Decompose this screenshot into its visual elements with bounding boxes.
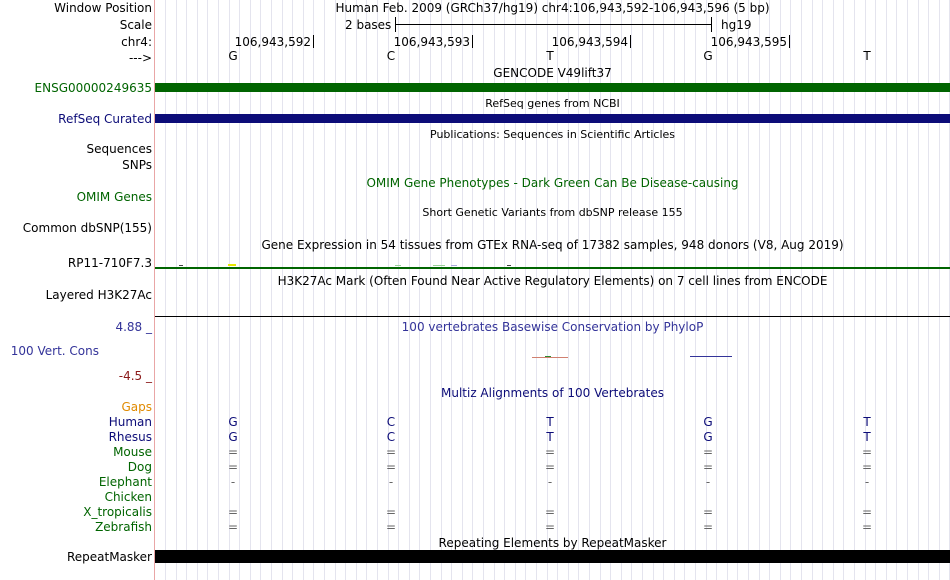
alignment-base: = [227,460,239,474]
refseq-feature-bar[interactable] [155,114,950,123]
track-display[interactable] [155,0,950,580]
alignment-base: T [863,430,871,444]
alignment-base: - [547,475,553,489]
ruler-position-label: 106,943,594 [551,35,628,49]
gtex-bar-mark[interactable] [395,265,401,266]
scale-bar-line [395,24,712,25]
ruler-position-label: 106,943,592 [234,35,311,49]
alignment-base: = [385,505,397,519]
conservation-track-title: 100 vertebrates Basewise Conservation by PhyloP [401,320,704,334]
assembly-label: hg19 [721,18,752,32]
refseq-track-label[interactable]: RefSeq Curated [58,112,152,126]
omim-track-label[interactable]: OMIM Genes [76,190,152,204]
ruler-tick [313,35,314,48]
conservation-min-label: -4.5 _ [118,369,152,383]
reference-base: G [228,49,238,63]
h3k27ac-baseline [155,316,950,317]
window-position-text: Human Feb. 2009 (GRCh37/hg19) chr4:106,943,592-106,943,596 (5 bp) [335,1,770,15]
scale-bar-text: 2 bases [345,18,392,32]
alignment-base: = [227,520,239,534]
species-label[interactable]: Zebrafish [95,520,152,534]
gencode-feature-bar[interactable] [155,83,950,92]
alignment-base: = [544,460,556,474]
alignment-base: = [227,505,239,519]
alignment-base: = [385,445,397,459]
species-label[interactable]: Chicken [104,490,152,504]
window-position-label: Window Position [54,1,152,15]
species-label[interactable]: Dog [127,460,152,474]
alignment-base: = [861,505,873,519]
alignment-base: G [703,430,713,444]
alignment-base: G [228,430,238,444]
alignment-base: T [546,415,554,429]
track-labels-panel [0,0,154,580]
gtex-track-label[interactable]: RP11-710F7.3 [67,256,152,270]
gtex-baseline [155,267,950,269]
alignment-base: = [385,460,397,474]
conservation-max-label: 4.88 _ [115,320,152,334]
alignment-base: = [544,505,556,519]
repeatmasker-feature-bar[interactable] [155,550,950,563]
reference-base: C [386,49,396,63]
gtex-bar-mark[interactable] [228,264,236,266]
dbsnp-track-title: Short Genetic Variants from dbSNP release 155 [422,206,683,219]
gtex-bar-mark[interactable] [451,265,457,266]
scale-bar-right-tick [711,17,712,32]
alignment-base: = [702,460,714,474]
alignment-base: = [544,520,556,534]
publications-track-title: Publications: Sequences in Scientific Articles [430,128,675,141]
h3k27ac-track-label[interactable]: Layered H3K27Ac [45,288,152,302]
alignment-base: = [702,445,714,459]
alignment-base: = [544,445,556,459]
ruler-tick [789,35,790,48]
gtex-bar-mark[interactable] [433,265,445,266]
alignment-base: = [861,460,873,474]
reference-base: T [863,49,871,63]
conservation-signal[interactable] [532,357,568,358]
alignment-base: = [385,520,397,534]
alignment-base: = [861,445,873,459]
reference-base: T [546,49,554,63]
reference-base: G [703,49,713,63]
gtex-track-title: Gene Expression in 54 tissues from GTEx RNA-seq of 17382 samples, 948 donors (V8, Aug 2019) [261,238,844,252]
chrom-label: chr4: [121,35,152,49]
strand-label[interactable]: ---> [128,51,152,65]
gtex-bar-mark[interactable] [179,265,183,266]
species-label[interactable]: Rhesus [108,430,152,444]
conservation-track-label[interactable]: 100 Vert. Cons [10,344,99,358]
alignment-base: G [228,415,238,429]
species-label[interactable]: Mouse [113,445,152,459]
gtex-bar-mark[interactable] [507,265,511,266]
alignment-base: = [702,520,714,534]
multiz-track-title: Multiz Alignments of 100 Vertebrates [440,386,665,400]
alignment-base: = [702,505,714,519]
alignment-base: C [386,430,396,444]
gaps-label: Gaps [121,400,152,414]
snps-track-label[interactable]: SNPs [122,158,152,172]
gencode-track-label[interactable]: ENSG00000249635 [34,81,152,95]
sequences-track-label[interactable]: Sequences [86,142,152,156]
alignment-base: - [230,475,236,489]
gencode-track-title: GENCODE V49lift37 [493,66,612,80]
alignment-base: C [386,415,396,429]
species-label[interactable]: X_tropicalis [83,505,152,519]
h3k27ac-track-title: H3K27Ac Mark (Often Found Near Active Regulatory Elements) on 7 cell lines from ENCODE [277,274,828,288]
species-label[interactable]: Human [108,415,152,429]
alignment-base: = [227,445,239,459]
alignment-base: - [388,475,394,489]
alignment-base: T [863,415,871,429]
ruler-position-label: 106,943,593 [393,35,470,49]
ruler-tick [630,35,631,48]
ruler-position-label: 106,943,595 [710,35,787,49]
ruler-tick [472,35,473,48]
omim-track-title: OMIM Gene Phenotypes - Dark Green Can Be Disease-causing [366,176,739,190]
alignment-base: - [705,475,711,489]
scale-label: Scale [119,18,152,32]
refseq-track-title: RefSeq genes from NCBI [485,97,620,110]
dbsnp-track-label[interactable]: Common dbSNP(155) [22,221,152,235]
species-label[interactable]: Elephant [98,475,152,489]
repeatmasker-track-label[interactable]: RepeatMasker [66,550,152,564]
alignment-base: - [864,475,870,489]
repeatmasker-track-title: Repeating Elements by RepeatMasker [438,536,667,550]
alignment-base: G [703,415,713,429]
conservation-signal[interactable] [690,356,732,357]
alignment-base: T [546,430,554,444]
conservation-signal[interactable] [545,356,551,357]
alignment-base: = [861,520,873,534]
